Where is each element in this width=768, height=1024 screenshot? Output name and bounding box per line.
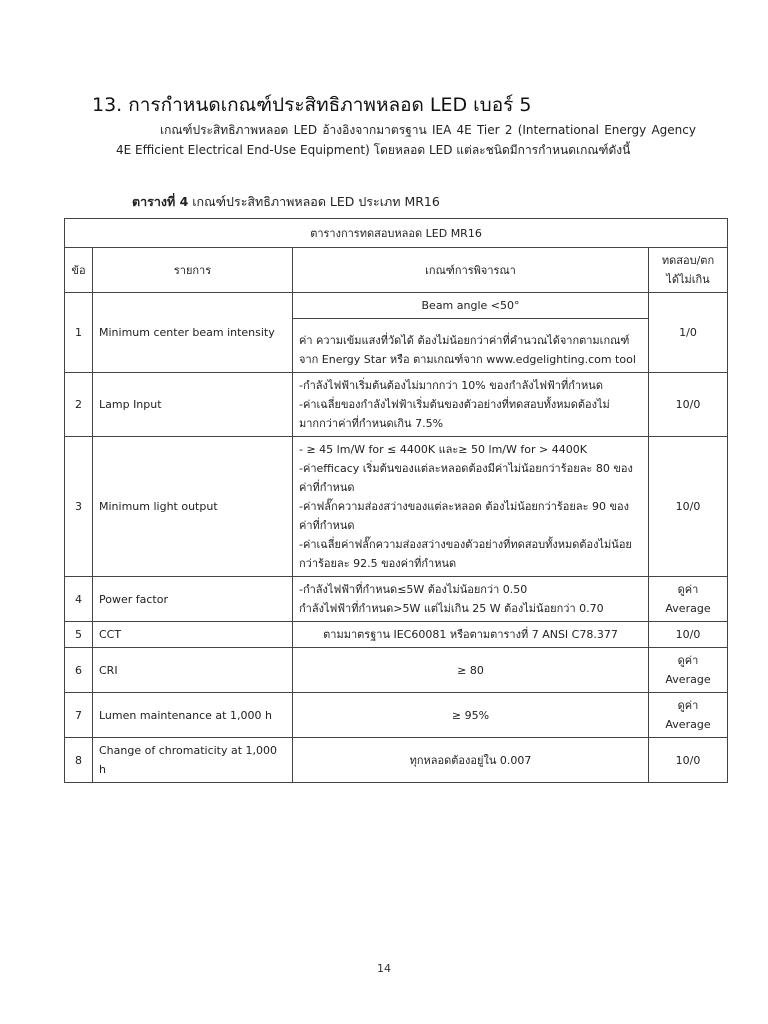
row-criteria-top: Beam angle <50°	[293, 293, 649, 319]
table-header-row	[65, 248, 728, 293]
criteria-line: -ค่าฟลั๊กความส่องสว่างของแต่ละหลอด ต้องไม่น้อยกว่าร้อยละ 90 ของ	[299, 500, 629, 513]
row-limit: ดูค่า Average	[649, 648, 728, 693]
row-criteria	[293, 437, 649, 577]
row-no: 6	[65, 648, 93, 693]
table-row	[65, 693, 728, 738]
table-row	[65, 293, 728, 319]
row-criteria	[293, 738, 649, 783]
criteria-line: ค่าที่กำหนด	[299, 519, 355, 532]
table-caption-label: ตารางที่ 4	[132, 194, 189, 209]
criteria-line: กว่าร้อยละ 92.5 ของค่าที่กำหนด	[299, 557, 457, 570]
criteria-line: ค่าที่กำหนด	[299, 481, 355, 494]
table-caption	[132, 192, 440, 212]
row-criteria	[293, 622, 649, 648]
intro-text: เกณฑ์ประสิทธิภาพหลอด LED อ้างอิงจากมาตรฐาน IEA 4E Tier 2 (International Energy Agency 4E Efficient Electrical End-Use Equipment) โดยหลอด LED แต่ละชนิดมีการกำหนดเกณฑ์ดังนี้	[116, 123, 696, 157]
row-criteria	[293, 577, 649, 622]
row-item: CRI	[93, 648, 293, 693]
page-number: 14	[377, 962, 391, 975]
header-item: รายการ	[93, 248, 293, 293]
row-limit: ดูค่า Average	[649, 577, 728, 622]
row-limit: 10/0	[649, 622, 728, 648]
row-limit: 10/0	[649, 373, 728, 437]
criteria-line: จาก Energy Star หรือ ตามเกณฑ์จาก www.edgelighting.com tool	[299, 353, 636, 366]
criteria-line: กำลังไฟฟ้าที่กำหนด>5W แต่ไม่เกิน 25 W ต้องไม่น้อยกว่า 0.70	[299, 602, 604, 615]
criteria-line: ทุกหลอดต้องอยู่ใน 0.007	[409, 753, 532, 767]
table-row	[65, 622, 728, 648]
criteria-line: -ค่าเฉลี่ยของกำลังไฟฟ้าเริ่มต้นของตัวอย่างที่ทดสอบทั้งหมดต้องไม่	[299, 398, 610, 411]
row-item: Power factor	[93, 577, 293, 622]
criteria-line: ตามมาตรฐาน IEC60081 หรือตามตารางที่ 7 ANSI C78.377	[323, 628, 618, 641]
table-row	[65, 648, 728, 693]
row-item: Minimum light output	[93, 437, 293, 577]
row-limit: 10/0	[649, 437, 728, 577]
row-limit: 10/0	[649, 738, 728, 783]
row-criteria	[293, 319, 649, 373]
table-caption-text: เกณฑ์ประสิทธิภาพหลอด LED ประเภท MR16	[188, 194, 440, 209]
criteria-line: มากกว่าค่าที่กำหนดเกิน 7.5%	[299, 417, 444, 430]
row-item: Change of chromaticity at 1,000 h	[93, 738, 293, 783]
criteria-line: -กำลังไฟฟ้าเริ่มต้นต้องไม่มากกว่า 10% ของกำลังไฟฟ้าที่กำหนด	[299, 379, 603, 392]
row-criteria	[293, 648, 649, 693]
table-row	[65, 738, 728, 783]
row-item: Lamp Input	[93, 373, 293, 437]
row-no: 7	[65, 693, 93, 738]
row-no: 8	[65, 738, 93, 783]
row-criteria	[293, 693, 649, 738]
criteria-line: -กำลังไฟฟ้าที่กำหนด≤5W ต้องไม่น้อยกว่า 0.50	[299, 583, 528, 596]
table-body	[65, 293, 728, 783]
table-row	[65, 373, 728, 437]
criteria-line: -ค่าefficacy เริ่มต้นของแต่ละหลอดต้องมีค่าไม่น้อยกว่าร้อยละ 80 ของ	[299, 462, 633, 475]
criteria-line: ค่า ความเข้มแสงที่วัดได้ ต้องไม่น้อยกว่าค่าที่คำนวณได้จากตามเกณฑ์	[299, 334, 630, 347]
row-no: 5	[65, 622, 93, 648]
row-item: CCT	[93, 622, 293, 648]
table-row	[65, 577, 728, 622]
criteria-line: ≥ 95%	[451, 708, 490, 722]
row-no: 1	[65, 293, 93, 373]
section-heading: 13. การกำหนดเกณฑ์ประสิทธิภาพหลอด LED เบอร์ 5	[92, 94, 532, 116]
row-limit: ดูค่า Average	[649, 693, 728, 738]
criteria-table	[64, 218, 728, 783]
row-no: 3	[65, 437, 93, 577]
criteria-line: - ≥ 45 lm/W for ≤ 4400K และ≥ 50 lm/W for > 4400K	[299, 443, 587, 456]
table-title-row	[65, 219, 728, 248]
row-item: Minimum center beam intensity	[93, 293, 293, 373]
row-no: 4	[65, 577, 93, 622]
intro-paragraph	[116, 120, 696, 160]
row-item: Lumen maintenance at 1,000 h	[93, 693, 293, 738]
table-title: ตารางการทดสอบหลอด LED MR16	[65, 219, 728, 248]
header-criteria: เกณฑ์การพิจารณา	[293, 248, 649, 293]
header-no: ข้อ	[65, 248, 93, 293]
row-no: 2	[65, 373, 93, 437]
criteria-line: -ค่าเฉลี่ยค่าฟลั๊กความส่องสว่างของตัวอย่างที่ทดสอบทั้งหมดต้องไม่น้อย	[299, 538, 632, 551]
row-limit: 1/0	[649, 293, 728, 373]
criteria-line: ≥ 80	[457, 663, 484, 677]
table-row	[65, 437, 728, 577]
row-criteria	[293, 373, 649, 437]
header-limit: ทดสอบ/ตก ได้ไม่เกิน	[649, 248, 728, 293]
